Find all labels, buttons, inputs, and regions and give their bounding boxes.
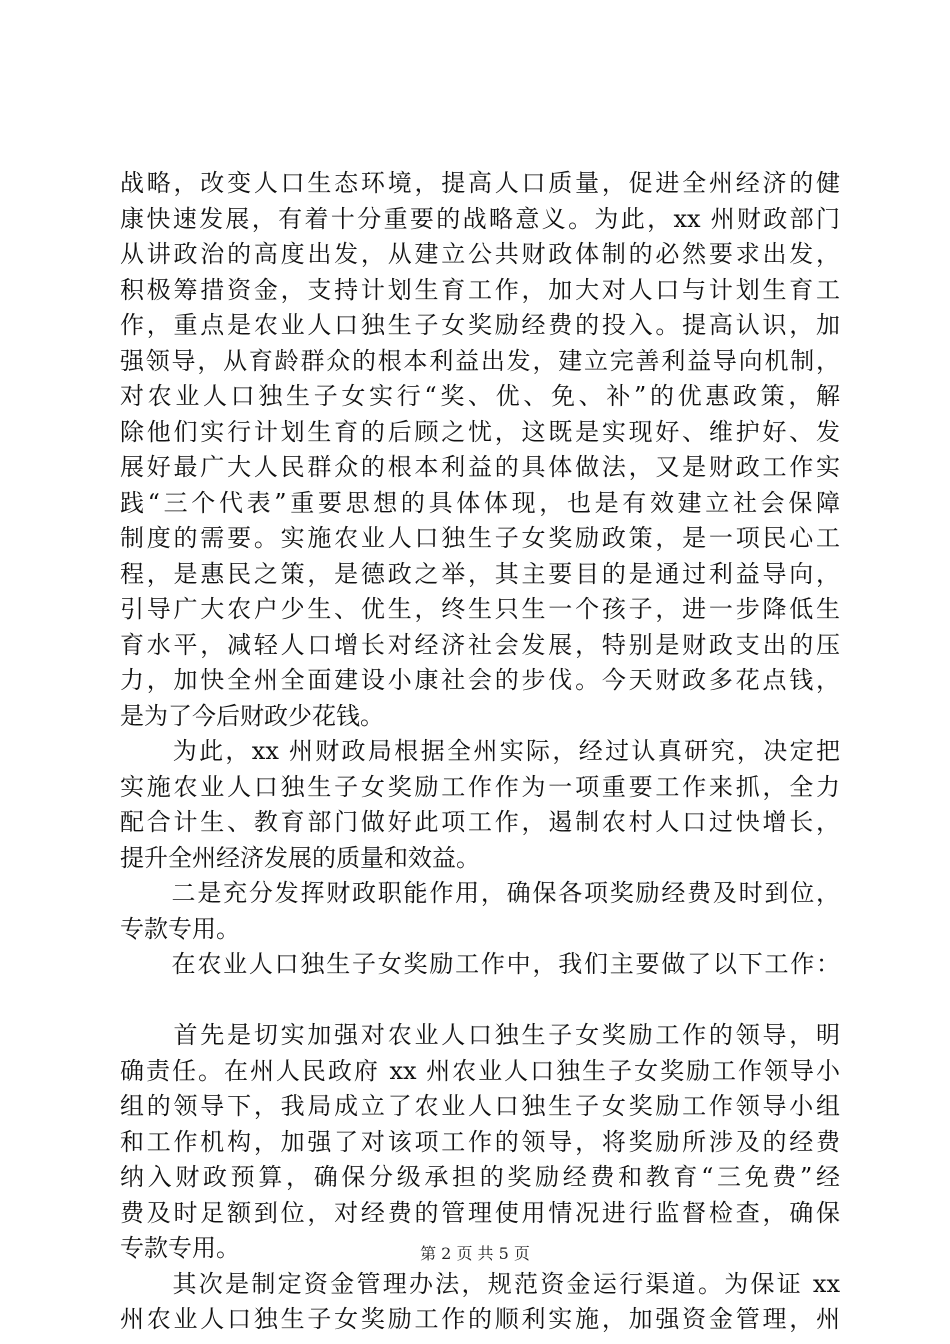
text-line: 作，重点是农业人口独生子女奖励经费的投入。提高认识，加 bbox=[120, 311, 840, 339]
text-line: 在农业人口独生子女奖励工作中，我们主要做了以下工作： bbox=[120, 950, 840, 978]
text-line: 其次是制定资金管理办法，规范资金运行渠道。为保证 xx bbox=[120, 1269, 840, 1298]
text-line: 制度的需要。实施农业人口独生子女奖励政策，是一项民心工 bbox=[120, 524, 840, 552]
text-line: 践“三个代表”重要思想的具体体现，也是有效建立社会保障 bbox=[120, 488, 840, 517]
text-line: 纳入财政预算，确保分级承担的奖励经费和教育“三免费”经 bbox=[120, 1163, 840, 1191]
text-line: 康快速发展，有着十分重要的战略意义。为此，xx 州财政部门 bbox=[120, 204, 840, 233]
text-line: 费及时足额到位，对经费的管理使用情况进行监督检查，确保 bbox=[120, 1198, 840, 1227]
text-line: 战略，改变人口生态环境，提高人口质量，促进全州经济的健 bbox=[120, 169, 840, 197]
text-line: 为此，xx 州财政局根据全州实际，经过认真研究，决定把 bbox=[120, 737, 840, 765]
text-line: 程，是惠民之策，是德政之举，其主要目的是通过利益导向， bbox=[120, 559, 840, 588]
text-line: 展好最广大人民群众的根本利益的具体做法，又是财政工作实 bbox=[120, 453, 840, 481]
text-line: 组的领导下，我局成立了农业人口独生子女奖励工作领导小组 bbox=[120, 1092, 840, 1120]
text-line: 是为了今后财政少花钱。 bbox=[120, 701, 384, 730]
text-line: 对农业人口独生子女实行“奖、优、免、补”的优惠政策，解 bbox=[120, 382, 840, 410]
text-line: 专款专用。 bbox=[120, 914, 240, 943]
text-line: 积极筹措资金，支持计划生育工作，加大对人口与计划生育工 bbox=[120, 275, 840, 304]
text-line: 强领导，从育龄群众的根本利益出发，建立完善利益导向机制， bbox=[120, 346, 840, 375]
text-line: 实施农业人口独生子女奖励工作作为一项重要工作来抓，全力 bbox=[120, 772, 840, 801]
text-line: 确责任。在州人民政府 xx 州农业人口独生子女奖励工作领导小 bbox=[120, 1056, 840, 1085]
blank-line bbox=[120, 983, 840, 1019]
text-line: 配合计生、教育部门做好此项工作，遏制农村人口过快增长， bbox=[120, 808, 840, 836]
text-line: 引导广大农户少生、优生，终生只生一个孩子，进一步降低生 bbox=[120, 595, 840, 623]
text-line: 除他们实行计划生育的后顾之忧，这既是实现好、维护好、发 bbox=[120, 417, 840, 446]
page-number-footer: 第 2 页 共 5 页 bbox=[420, 1244, 530, 1263]
text-line: 和工作机构，加强了对该项工作的领导，将奖励所涉及的经费 bbox=[120, 1127, 840, 1156]
document-body bbox=[120, 166, 840, 1338]
text-line: 首先是切实加强对农业人口独生子女奖励工作的领导，明 bbox=[120, 1021, 840, 1049]
text-line: 州农业人口独生子女奖励工作的顺利实施，加强资金管理，州 bbox=[120, 1305, 840, 1333]
text-line: 提升全州经济发展的质量和效益。 bbox=[120, 843, 480, 872]
text-line: 二是充分发挥财政职能作用，确保各项奖励经费及时到位， bbox=[120, 879, 840, 907]
text-line: 育水平，减轻人口增长对经济社会发展，特别是财政支出的压 bbox=[120, 630, 840, 659]
text-line: 力，加快全州全面建设小康社会的步伐。今天财政多花点钱， bbox=[120, 666, 840, 694]
text-line: 专款专用。 bbox=[120, 1234, 240, 1262]
text-line: 从讲政治的高度出发，从建立公共财政体制的必然要求出发， bbox=[120, 240, 840, 268]
